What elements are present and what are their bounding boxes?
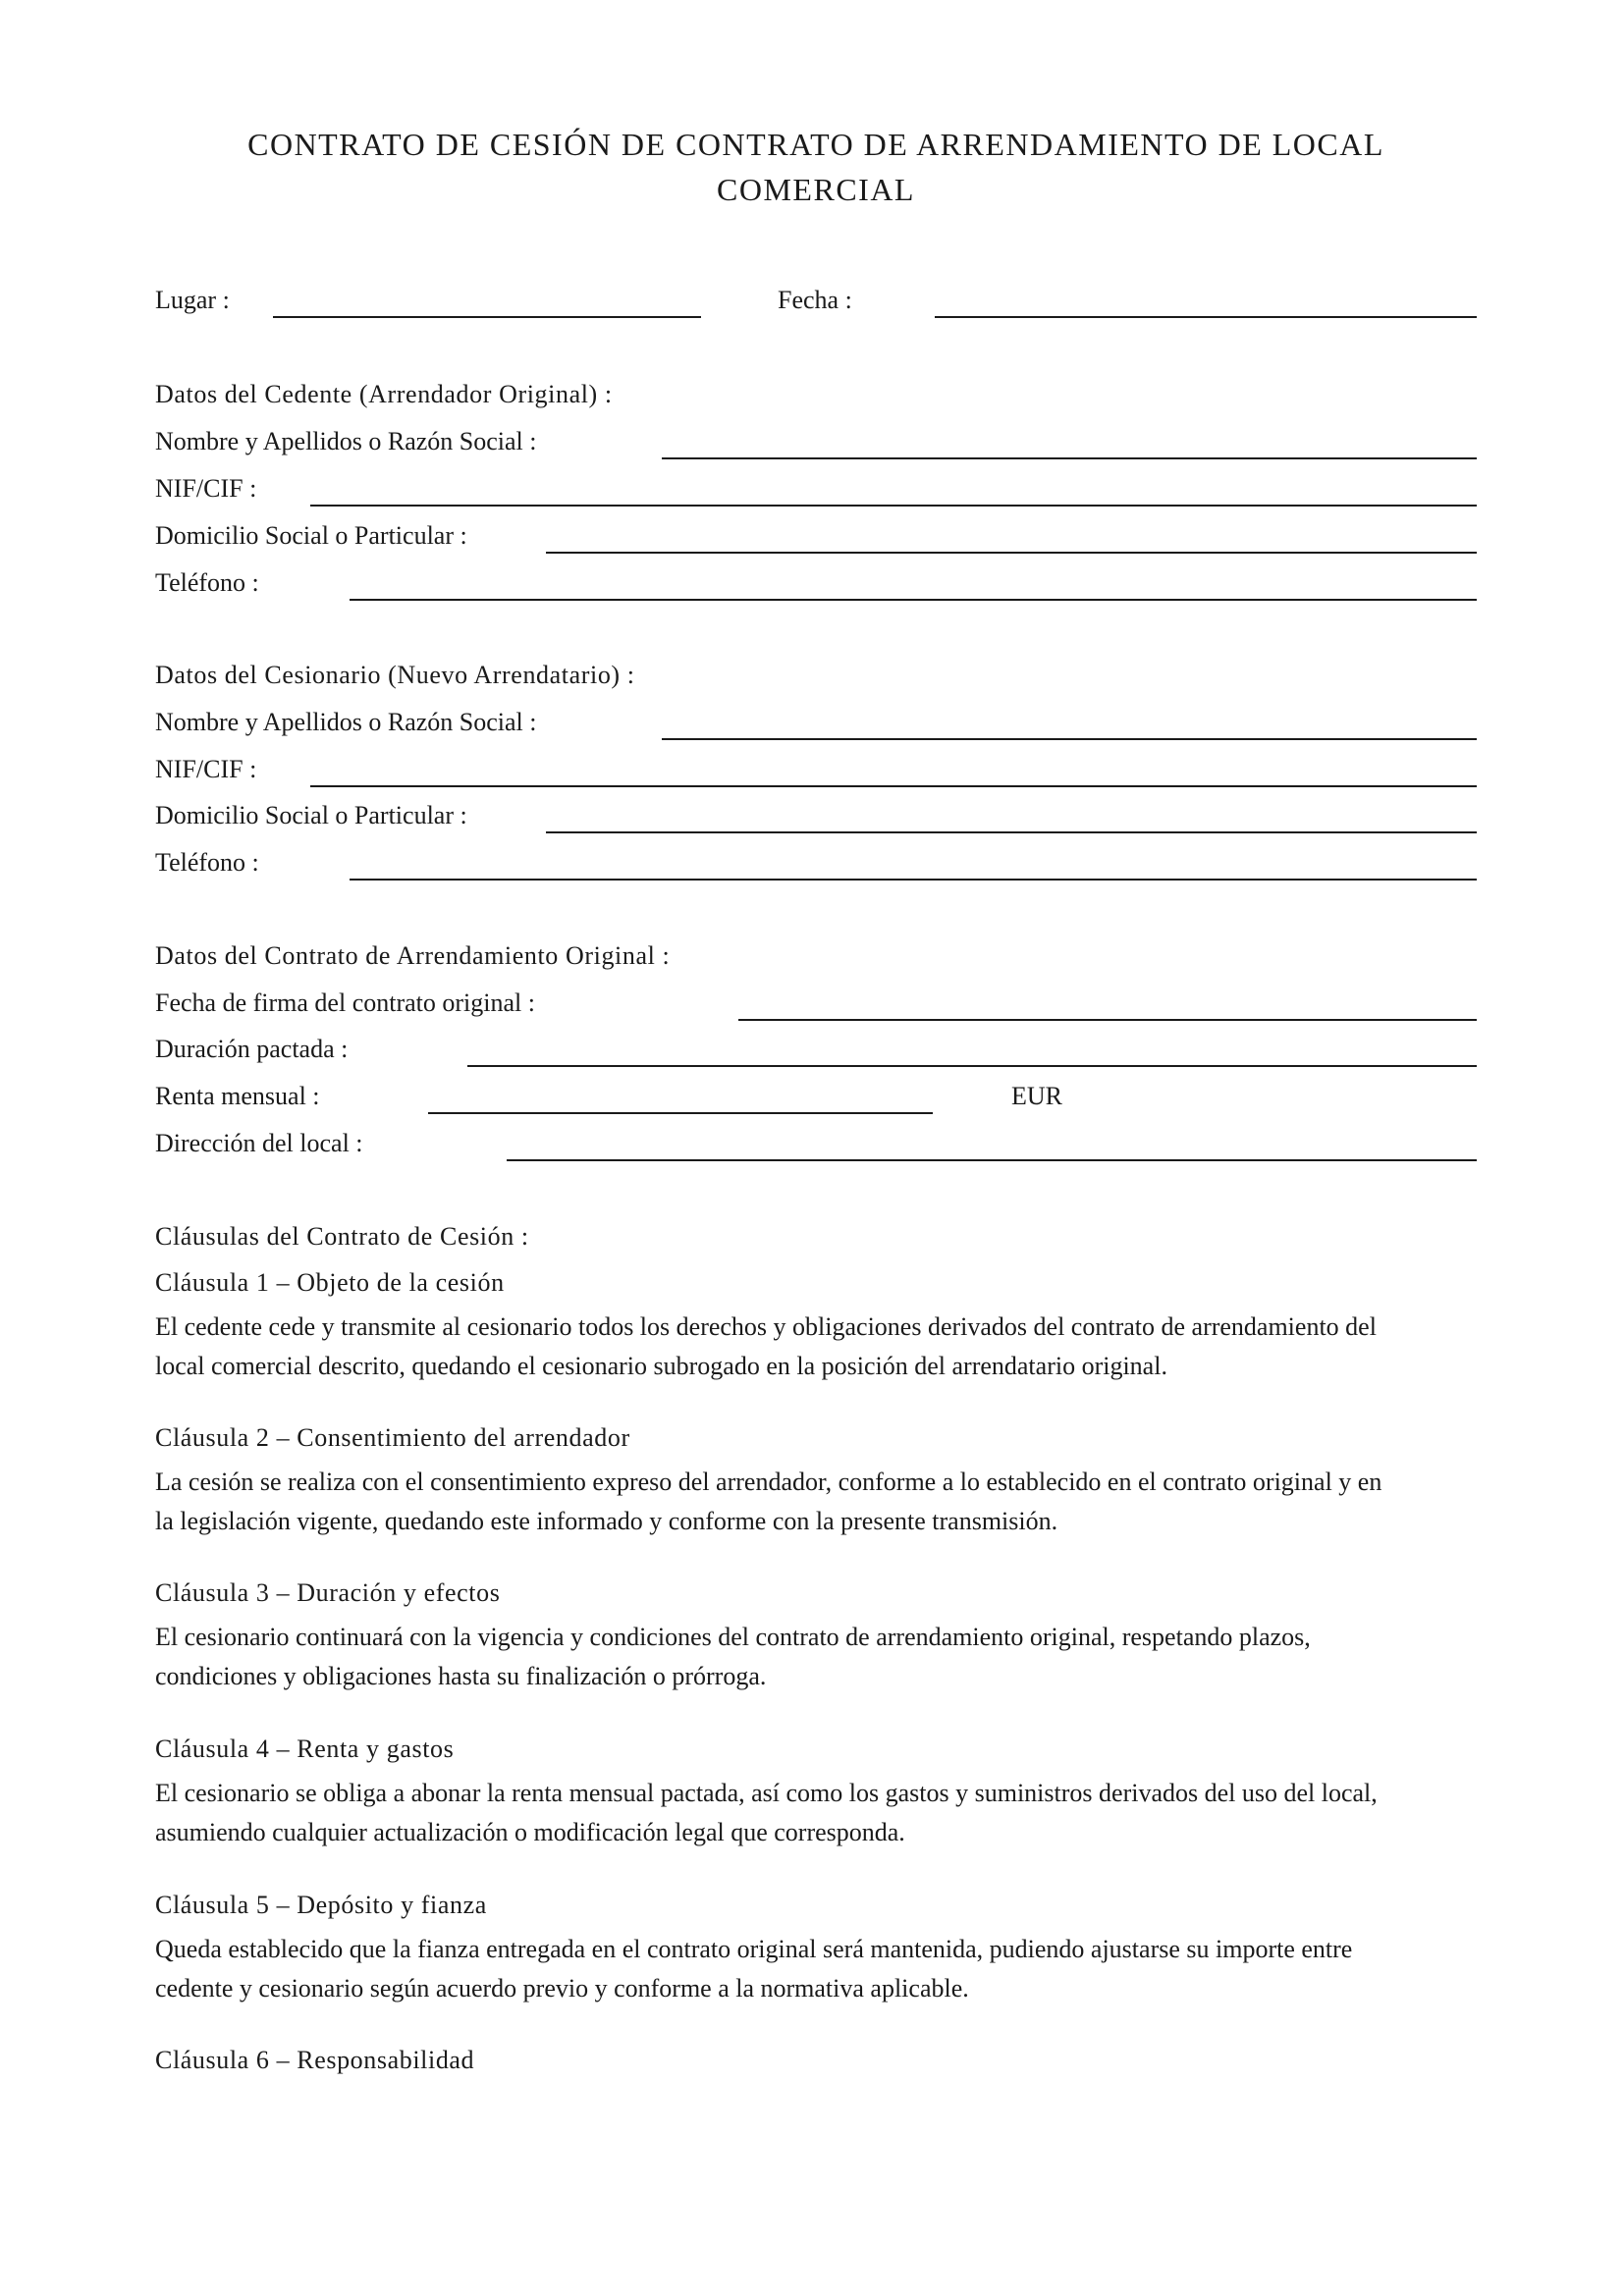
cesionario-telefono-field[interactable] (350, 879, 1477, 881)
cesionario-domicilio-label: Domicilio Social o Particular : (155, 801, 467, 829)
clausula-5-title: Cláusula 5 – Depósito y fianza (155, 1891, 487, 1919)
clausula-5-line-1: Queda establecido que la fianza entregada en el contrato original será mantenida, pudiendo ajustarse su importe entre (155, 1935, 1353, 1963)
clausula-1-line-1: El cedente cede y transmite al cesionario todos los derechos y obligaciones derivados del contrato de arrendamiento del (155, 1312, 1377, 1341)
fecha-firma-label: Fecha de firma del contrato original : (155, 988, 535, 1017)
cesionario-telefono-label: Teléfono : (155, 848, 259, 877)
clausula-5-text (155, 1930, 1490, 2008)
cedente-domicilio-label: Domicilio Social o Particular : (155, 521, 467, 550)
cedente-nombre-field[interactable] (662, 457, 1477, 459)
clausula-1-text (155, 1308, 1490, 1386)
clausula-3-line-1: El cesionario continuará con la vigencia y condiciones del contrato de arrendamiento original, respetando plazos, (155, 1623, 1311, 1651)
lugar-label: Lugar : (155, 286, 230, 314)
clausula-1-title: Cláusula 1 – Objeto de la cesión (155, 1268, 505, 1297)
cedente-nif-label: NIF/CIF : (155, 474, 257, 503)
clausulas-heading: Cláusulas del Contrato de Cesión : (155, 1222, 529, 1251)
clausula-2-text (155, 1463, 1490, 1541)
duracion-label: Duración pactada : (155, 1035, 349, 1063)
cedente-domicilio-field[interactable] (546, 552, 1477, 554)
document-title (155, 122, 1477, 212)
cesionario-domicilio-field[interactable] (546, 831, 1477, 833)
clausula-4-line-1: El cesionario se obliga a abonar la renta mensual pactada, así como los gastos y suministros derivados del uso del local, (155, 1779, 1378, 1807)
clausula-5-line-2: cedente y cesionario según acuerdo previo y conforme a la normativa aplicable. (155, 1974, 969, 2002)
clausula-2-title: Cláusula 2 – Consentimiento del arrendador (155, 1423, 630, 1452)
clausula-1-line-2: local comercial descrito, quedando el cesionario subrogado en la posición del arrendatario original. (155, 1352, 1167, 1380)
cesionario-heading: Datos del Cesionario (Nuevo Arrendatario) : (155, 661, 635, 689)
cesionario-nif-field[interactable] (310, 785, 1477, 787)
direccion-label: Dirección del local : (155, 1129, 363, 1157)
fecha-field[interactable] (935, 316, 1477, 318)
title-line-2: COMERCIAL (717, 172, 915, 207)
cedente-telefono-field[interactable] (350, 599, 1477, 601)
clausula-2-line-1: La cesión se realiza con el consentimiento expreso del arrendador, conforme a lo establecido en el contrato original y en (155, 1468, 1382, 1496)
contrato-original-heading: Datos del Contrato de Arrendamiento Original : (155, 941, 671, 970)
clausula-4-title: Cláusula 4 – Renta y gastos (155, 1735, 455, 1763)
clausula-6-title: Cláusula 6 – Responsabilidad (155, 2046, 475, 2074)
clausula-4-text (155, 1774, 1490, 1852)
cedente-heading: Datos del Cedente (Arrendador Original) : (155, 380, 613, 408)
renta-field[interactable] (428, 1112, 933, 1114)
clausula-3-text (155, 1618, 1490, 1696)
clausula-3-line-2: condiciones y obligaciones hasta su finalización o prórroga. (155, 1662, 767, 1690)
cedente-telefono-label: Teléfono : (155, 568, 259, 597)
clausula-4-line-2: asumiendo cualquier actualización o modificación legal que corresponda. (155, 1818, 905, 1846)
direccion-field[interactable] (507, 1159, 1477, 1161)
lugar-field[interactable] (273, 316, 701, 318)
renta-label: Renta mensual : (155, 1082, 320, 1110)
cesionario-nif-label: NIF/CIF : (155, 755, 257, 783)
clausula-2-line-2: la legislación vigente, quedando este informado y conforme con la presente transmisión. (155, 1507, 1058, 1535)
fecha-firma-field[interactable] (738, 1019, 1477, 1021)
renta-currency: EUR (1011, 1082, 1062, 1110)
title-line-1: CONTRATO DE CESIÓN DE CONTRATO DE ARRENDAMIENTO DE LOCAL (247, 127, 1384, 162)
cesionario-nombre-field[interactable] (662, 738, 1477, 740)
fecha-label: Fecha : (778, 286, 852, 314)
cedente-nif-field[interactable] (310, 505, 1477, 507)
cedente-nombre-label: Nombre y Apellidos o Razón Social : (155, 427, 537, 455)
duracion-field[interactable] (467, 1065, 1477, 1067)
cesionario-nombre-label: Nombre y Apellidos o Razón Social : (155, 708, 537, 736)
clausula-3-title: Cláusula 3 – Duración y efectos (155, 1578, 501, 1607)
